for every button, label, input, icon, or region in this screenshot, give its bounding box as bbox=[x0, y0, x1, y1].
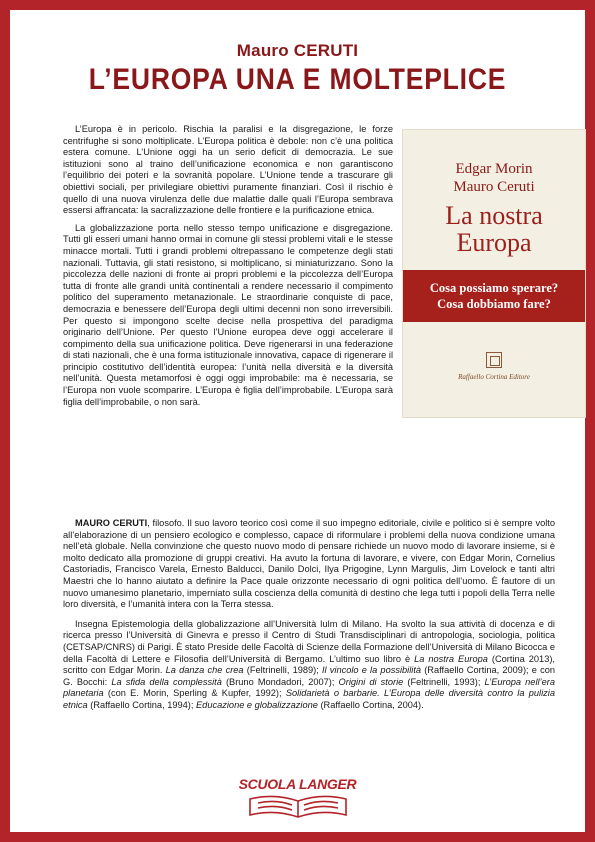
author-bio-section bbox=[63, 518, 555, 720]
book-cover-authors bbox=[403, 160, 585, 196]
book-cover-author: Mauro Ceruti bbox=[453, 179, 535, 195]
bio-book-title: La danza che crea bbox=[165, 665, 244, 676]
intro-paragraph: La globalizzazione porta nello stesso tempo unificazione e disgregazione. Tutti gli esseri umani hanno ormai in comune gli stessi problemi vitali e le stesse minacce mortali. Tutti i grandi problemi oltrepassano le competenze degli stati nazionali. Tuttavia, gli stati resistono, si moltiplicano, si miniaturizzano. Sono la piccolezza delle nazioni di fronte ai propri problemi e la piccolezza dell’Europa tutta di fronte alle grandi unità continentali a rendere necessario il compimento politico del superamento metanazionale. Le straordinarie conquiste di pace, democrazia e benessere dell’Europa degli ultimi decenni non sono irreversibili. Per questo si impongono scelte decise nella prospettiva del paradigma originario dell’Unione. Per questo l’Unione europea deve oggi accelerare il compimento della sua unificazione politica. Deve rigenerarsi in una federazione di stati nazionali, che è una forma istituzionale innovativa, capace di rigenerare il principio costitutivo dell’identità europea: l’unità nella diversità e la diversità nell’unità. Questa metamorfosi è oggi oggi improbabile: ma è necessaria, se l’Europa non vuole scomparire. L’Europa è figlia dell’improbabile. L’Europa sarà figlia dell’improbabile, o non sarà. bbox=[63, 222, 393, 407]
bio-text-segment: (con E. Morin, Sperling & Kupfer, 1992); bbox=[103, 688, 286, 699]
page-title: L’EUROPA UNA E MOLTEPLICE bbox=[88, 62, 507, 96]
open-books-icon bbox=[246, 793, 350, 819]
bio-text-segment: (Feltrinelli, 1989); bbox=[243, 665, 322, 676]
publisher-emblem-icon bbox=[486, 352, 502, 368]
book-cover-title-line: La nostra bbox=[445, 201, 543, 230]
bio-book-title: L’Europa nell’era planetaria bbox=[63, 676, 555, 699]
author-heading: Mauro CERUTI bbox=[236, 41, 359, 60]
book-cover-tagline bbox=[403, 270, 585, 322]
bio-text-segment: (Cortina 2013), scritto con Edgar Morin. bbox=[63, 653, 555, 676]
bio-text-segment: (Raffaello Cortina, 1994); bbox=[87, 699, 197, 710]
book-cover-title bbox=[403, 202, 585, 256]
intro-paragraph: L’Europa è in pericolo. Rischia la paralisi e la disgregazione, le forze centrifughe si sono moltiplicate. L’Europa politica è debole: non c’è una politica estera comune. L’Unione oggi ha un serio deficit di democrazia. Le sue istituzioni sono al traino dell’unificazione economica e non garantiscono l’equilibrio dei poteri e la sovranità popolare. L’Unione tende a trascurare gli obiettivi sociali, per privilegiare obiettivi puramente finanziari. Così il rischio è quello di una nuova virulenza delle due malattie dalle quali l’Europa sembrava essersi affrancata: la sacralizzazione delle frontiere e la purificazione etnica. bbox=[63, 124, 393, 216]
book-cover-tagline-line: Cosa dobbiamo fare? bbox=[437, 297, 551, 311]
logo-text: SCUOLA LANGER bbox=[238, 776, 357, 792]
bio-author-name: MAURO CERUTI bbox=[75, 518, 148, 528]
scuola-langer-logo bbox=[10, 776, 585, 819]
bio-text-segment: (Feltrinelli, 1993); bbox=[403, 676, 485, 687]
bio-text-segment: (Raffaello Cortina, 2009); e con G. Bocchi: bbox=[63, 665, 555, 687]
bio-paragraph bbox=[63, 619, 555, 712]
bio-paragraph-text: , filosofo. Il suo lavoro teorico così come il suo impegno editoriale, civile e politico si è sempre volto all’elaborazione di un pensiero ecologico e complesso, capace di riformulare i problemi della nuova condizione umana nell’età globale. Nella convinzione che questo nuovo modo di pensare richiede un nuovo modo di lavorare insieme, si è molto dedicato alla promozione di gruppi creativi. Ha avuto la fortuna di lavorare, e vivere, con Edgar Morin, Cornelius Castoriadis, Francisco Varela, Ernesto Balducci, Danilo Dolci, Ilya Prigogine, Lynn Margulis, Jim Lovelock e tanti altri Maestri che lo hanno aiutato a definire la Pace quale orizzonte necessario di ogni politica dell’uomo. È fautore di un nuovo umanesimo planetario, imperniato sulla coscienza della comunità di destino che lega tutti i popoli della Terra nelle loro diversità, e l’umanità intera con la Terra stessa. bbox=[63, 518, 555, 610]
bio-book-title: La nostra Europa bbox=[414, 653, 488, 664]
bio-book-title: Il vincolo e la possibilità bbox=[321, 665, 422, 676]
bio-book-title: Solidarietà o barbarie. L’Europa delle diversità contro la pulizia etnica bbox=[63, 688, 555, 710]
book-cover-publisher: Raffaello Cortina Editore bbox=[458, 373, 530, 381]
book-cover-author: Edgar Morin bbox=[455, 161, 533, 177]
bio-text-segment: (Bruno Mondadori, 2007); bbox=[221, 676, 339, 687]
bio-text-segment: Insegna Epistemologia della globalizzazione all’Università Iulm di Milano. Ha svolto la sua attività di docenza e di ricerca presso l’Università di Ginevra e presso il Centro di Studi Transdisciplinari di antropologia, sociologia, politica (CETSAP/CNRS) di Parigi. È stato Preside delle Facoltà di Scienze della Formazione dell’Università di Milano Bicocca e della Facoltà di Lettere e Filosofia dell’Università di Bergamo. L’ultimo suo libro è bbox=[63, 618, 555, 664]
book-cover-title-line: Europa bbox=[456, 228, 532, 257]
intro-section bbox=[63, 124, 585, 421]
book-cover-tagline-line: Cosa possiamo sperare? bbox=[429, 281, 559, 295]
bio-book-title: La sfida della complessità bbox=[111, 676, 222, 687]
bio-paragraph bbox=[63, 518, 555, 611]
bio-book-title: Educazione e globalizzazione bbox=[196, 699, 318, 710]
book-cover-image bbox=[403, 130, 585, 417]
bio-text-segment: (Raffaello Cortina, 2004). bbox=[317, 699, 424, 710]
bio-book-title: Origini di storie bbox=[338, 676, 404, 687]
